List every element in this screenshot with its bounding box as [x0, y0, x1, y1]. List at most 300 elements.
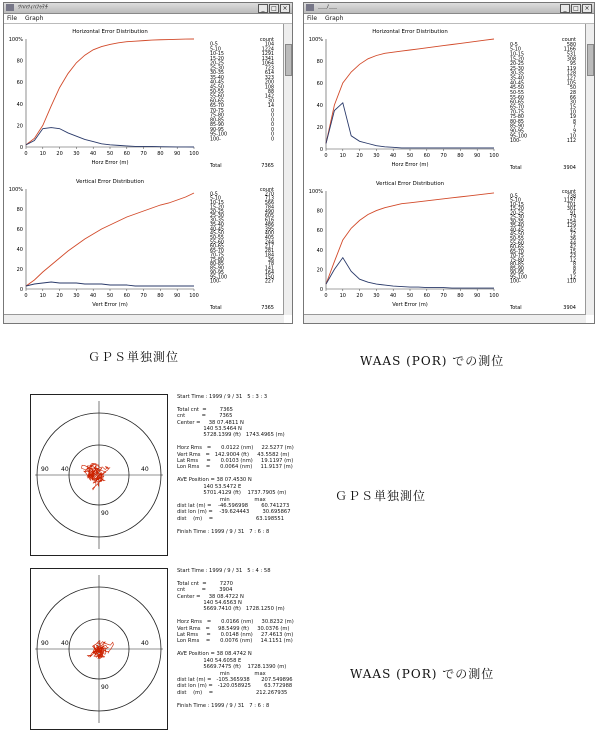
bin-count: 395: [264, 227, 274, 233]
x-tick-label: 80: [157, 293, 164, 299]
bin-label: 65-70: [210, 104, 224, 110]
bin-count: 738: [566, 194, 576, 200]
series-line-distribution: [326, 258, 494, 288]
range-ring-label: 90: [101, 684, 109, 691]
bin-count: 36: [267, 257, 274, 263]
y-tick-label: 100%: [8, 187, 23, 193]
y-tick-label: 20: [16, 123, 23, 130]
range-ring-label: 40: [61, 640, 69, 647]
bin-count: 91: [569, 211, 576, 217]
bin-count: 405: [264, 236, 274, 241]
bin-label: 20-25: [510, 62, 524, 68]
bin-label: 50-55: [510, 237, 524, 242]
bin-label: 70-75: [510, 110, 524, 116]
x-tick-label: 10: [39, 151, 46, 157]
bin-count: 88: [267, 90, 274, 95]
bin-count: 0: [270, 123, 274, 129]
y-tick-label: 40: [316, 247, 323, 254]
bin-label: 100-: [510, 279, 521, 285]
bin-count: 1166: [563, 47, 576, 53]
bin-count: 164: [264, 270, 274, 276]
menu-graph[interactable]: Graph: [324, 15, 344, 22]
bin-count: 110: [566, 279, 576, 285]
y-tick-label: 20: [316, 125, 323, 131]
y-tick-label: 40: [16, 247, 23, 253]
bin-label: 95-100: [210, 132, 227, 138]
bin-count: 200: [264, 80, 274, 86]
waas-menubar: [304, 14, 594, 24]
x-tick-label: 60: [423, 293, 430, 299]
x-axis-label: Vert Error (m): [392, 302, 428, 308]
bin-label: 55-60: [210, 94, 224, 100]
app-icon: [6, 4, 14, 11]
bin-count: 105: [566, 81, 576, 87]
bin-count: 1197: [563, 198, 576, 204]
maximize-icon[interactable]: □: [269, 4, 279, 13]
bin-label: 60-65: [210, 99, 224, 105]
y-tick-label: 0: [319, 287, 323, 293]
bin-label: 20-25: [210, 209, 224, 215]
bin-label: 65-70: [510, 249, 524, 255]
x-tick-label: 50: [406, 153, 414, 159]
gps-scatter-panel: [30, 394, 168, 556]
bin-count: 112: [566, 139, 576, 145]
app-icon: [306, 4, 314, 11]
maximize-icon[interactable]: □: [571, 4, 581, 13]
bin-label: 5-10: [210, 47, 221, 53]
position-track: [82, 463, 110, 489]
x-tick-label: 40: [90, 151, 97, 157]
bin-count: 142: [264, 94, 274, 100]
bin-count: 1224: [261, 47, 274, 53]
x-tick-label: 20: [356, 153, 363, 159]
total-value: 3904: [563, 165, 576, 171]
x-tick-label: 40: [390, 293, 397, 299]
gps-horizontal-error-chart: [4, 25, 286, 173]
bin-count: 15: [569, 249, 576, 255]
bin-label: 65-70: [210, 249, 224, 255]
x-tick-label: 10: [339, 293, 346, 299]
x-tick-label: 100: [489, 153, 499, 159]
bin-count: 128: [566, 71, 576, 77]
x-tick-label: 50: [406, 293, 414, 299]
bin-count: 784: [264, 205, 274, 211]
y-tick-label: 20: [16, 267, 23, 273]
x-tick-label: 90: [174, 293, 181, 299]
bin-label: 40-45: [510, 81, 524, 87]
bin-label: 45-50: [210, 231, 224, 237]
bin-count: 36: [569, 237, 576, 242]
bin-count: 12: [569, 258, 576, 264]
x-tick-label: 90: [474, 153, 481, 159]
y-tick-label: 0: [19, 145, 23, 151]
x-axis-label: Horz Error (m): [91, 160, 129, 166]
minimize-icon[interactable]: _: [560, 4, 570, 13]
bin-count: 119: [566, 66, 576, 72]
waas-position-plot: [31, 569, 167, 729]
bin-label: 35-40: [210, 75, 224, 81]
bin-count: 566: [264, 201, 274, 207]
x-tick-label: 60: [123, 151, 130, 157]
menu-file[interactable]: File: [7, 15, 18, 22]
vertical-scrollbar[interactable]: [585, 24, 594, 315]
bin-label: 50-55: [210, 236, 224, 241]
bin-count: 15: [569, 105, 576, 111]
x-tick-label: 20: [56, 151, 63, 157]
caption-gps-single-top: ＧＰＳ単独測位: [88, 350, 180, 364]
bin-label: 70-75: [210, 108, 224, 114]
y-tick-label: 80: [16, 207, 23, 213]
y-tick-label: 40: [16, 101, 23, 108]
bin-count: 0: [270, 108, 274, 114]
bin-count: 184: [264, 253, 274, 259]
bin-count: 0: [270, 127, 274, 133]
x-tick-label: 70: [140, 151, 147, 157]
x-axis-label: Vert Error (m): [92, 302, 128, 308]
bin-count: 580: [566, 42, 576, 48]
bin-label: 55-60: [210, 240, 224, 246]
bin-label: 5-10: [510, 198, 521, 204]
waas-scatter-panel: [30, 568, 168, 730]
x-tick-label: 0: [24, 293, 28, 299]
x-tick-label: 30: [373, 153, 380, 159]
range-ring-label: 90: [101, 510, 109, 517]
x-tick-label: 80: [457, 293, 464, 299]
bin-count: 66: [569, 95, 576, 101]
x-tick-label: 50: [106, 151, 114, 157]
series-line-cumulative: [326, 39, 494, 144]
x-tick-label: 20: [356, 293, 363, 299]
bin-count: 217: [264, 244, 274, 250]
bin-label: 75-80: [210, 257, 224, 263]
y-tick-label: 0: [19, 287, 23, 293]
menu-graph[interactable]: Graph: [24, 15, 44, 22]
vertical-scrollbar[interactable]: [283, 24, 292, 315]
horizontal-scrollbar[interactable]: [4, 314, 284, 323]
bin-count: 8: [572, 266, 576, 272]
bin-label: 75-80: [510, 115, 524, 121]
minimize-icon[interactable]: _: [258, 4, 268, 13]
count-header: count: [259, 187, 274, 193]
bin-label: 90-95: [210, 270, 224, 276]
bin-count: 42: [569, 245, 576, 251]
bin-count: 10: [569, 110, 576, 116]
waas-vertical-error-chart: [304, 177, 588, 315]
bin-label: 20-25: [510, 211, 524, 217]
bin-count: 486: [264, 222, 274, 228]
gps-position-plot: [31, 395, 167, 555]
bin-label: 80-85: [510, 119, 524, 125]
bin-label: 65-70: [510, 105, 524, 111]
bin-count: 129: [566, 224, 576, 230]
y-tick-label: 80: [316, 208, 323, 215]
bin-label: 55-60: [510, 241, 524, 247]
bin-label: 95-100: [510, 275, 527, 281]
y-tick-label: 40: [316, 103, 323, 109]
bin-label: 25-30: [510, 66, 524, 72]
x-axis-label: Horz Error (m): [391, 162, 429, 168]
bin-count: 154: [566, 219, 576, 225]
total-label: Total: [210, 305, 222, 311]
x-tick-label: 90: [174, 151, 181, 157]
bin-label: 85-90: [510, 124, 524, 130]
series-line-cumulative: [26, 193, 194, 286]
bin-label: 85-90: [210, 123, 224, 129]
chart-title: Vertical Error Distribution: [375, 181, 445, 187]
bin-label: 80-85: [210, 262, 224, 268]
bin-label: 75-80: [210, 113, 224, 119]
y-tick-label: 60: [16, 227, 23, 233]
bin-label: 90-95: [510, 129, 524, 135]
bin-label: 30-35: [210, 218, 224, 224]
caption-waas-bottom: WAAS (POR) での測位: [350, 667, 495, 681]
series-line-cumulative: [326, 193, 494, 284]
total-label: Total: [510, 305, 522, 311]
count-header: count: [561, 37, 576, 43]
x-tick-label: 10: [339, 153, 346, 159]
y-tick-label: 60: [316, 228, 323, 235]
x-tick-label: 90: [474, 293, 481, 299]
bin-count: 605: [264, 214, 274, 220]
x-tick-label: 50: [106, 293, 114, 299]
bin-count: 8: [572, 262, 576, 268]
count-header: count: [561, 189, 576, 195]
bin-label: 10-15: [210, 201, 224, 207]
bin-count: 308: [566, 57, 576, 63]
bin-label: 5-10: [210, 196, 221, 202]
bin-label: 80-85: [510, 262, 524, 268]
bin-label: 85-90: [210, 266, 224, 272]
bin-count: 1291: [261, 52, 274, 58]
bin-count: 244: [264, 240, 274, 246]
x-tick-label: 60: [423, 153, 430, 159]
x-tick-label: 100: [189, 151, 199, 157]
caption-waas-top: WAAS (POR) での測位: [360, 354, 505, 368]
bin-count: 281: [264, 249, 274, 255]
caption-gps-single-mid: ＧＰＳ単独測位: [335, 489, 427, 503]
bin-count: 6: [572, 271, 576, 277]
bin-label: 0-5: [510, 194, 518, 200]
scroll-thumb[interactable]: [587, 44, 594, 76]
range-ring-label: 40: [141, 640, 149, 647]
bin-count: 616: [264, 218, 274, 224]
x-tick-label: 0: [24, 151, 28, 157]
bin-label: 40-45: [210, 80, 224, 86]
bin-label: 45-50: [510, 86, 524, 92]
waas-window-title: ‥‥ﾉ‥‥: [318, 4, 338, 11]
waas-window-titlebar[interactable]: [304, 3, 594, 14]
gps-menubar: [4, 14, 292, 24]
gps-stats-text: Start Time : 1999 / 9 / 31 5 : 3 : 3 Total cnt = 7365 cnt = 7365 Center = 38 07.4811 N 140 53.5464 N 5728.1399 (ft) 1743.4965 (m) Horz Rms = 0.0122 (nm) 22.5277 (m) Vert Rms = 142.9004 (ft) 43.5582 (m) Lat Rms = 0.0103 (nm) 19.1197 (m) Lon Rms = 0.0064 (nm) 11.9137 (m) AVE Position = 38 07.4530 N 140 53.5472 E 5701.4129 (ft) 1737.7905 (m) min max dist lat (m) = -46.596998 60.741273 dist lon (m) = -39.624443 30.695867 dist (m) = 63.198551 Finish Time : 1999 / 9 / 31 7 : 6 : 8: [177, 394, 294, 535]
series-line-cumulative: [26, 39, 194, 145]
bin-count: 19: [569, 115, 576, 121]
bin-label: 25-30: [510, 215, 524, 221]
bin-count: 42: [569, 228, 576, 234]
bin-label: 90-95: [210, 127, 224, 133]
bin-label: 0-5: [510, 42, 518, 48]
bin-count: 270: [264, 192, 274, 198]
bin-label: 30-35: [210, 71, 224, 77]
x-tick-label: 80: [157, 151, 164, 157]
total-value: 7365: [261, 305, 274, 311]
bin-count: 12: [569, 275, 576, 281]
bin-label: 95-100: [510, 134, 527, 140]
bin-label: 25-30: [210, 214, 224, 220]
bin-label: 100-: [210, 137, 221, 143]
gps-window-titlebar[interactable]: [4, 3, 292, 14]
y-tick-label: 100%: [308, 189, 323, 195]
chart-title: Vertical Error Distribution: [75, 179, 145, 185]
bin-label: 15-20: [210, 56, 224, 62]
bin-label: 80-85: [210, 118, 224, 124]
bin-count: 23: [569, 254, 576, 260]
bin-label: 30-35: [510, 71, 524, 77]
bin-label: 20-25: [210, 61, 224, 67]
bin-label: 100-: [510, 139, 521, 145]
x-tick-label: 80: [457, 153, 464, 159]
bin-count: 127: [566, 76, 576, 82]
bin-count: 531: [566, 52, 576, 58]
x-tick-label: 70: [440, 153, 447, 159]
x-tick-label: 30: [73, 151, 80, 157]
bin-label: 45-50: [210, 85, 224, 91]
gps-window: [3, 2, 293, 324]
bin-count: 1064: [261, 61, 274, 67]
bin-count: 0: [270, 113, 274, 119]
range-ring-label: 40: [61, 466, 69, 473]
bin-count: 7: [572, 124, 576, 130]
waas-horizontal-error-chart: [304, 25, 588, 175]
scroll-thumb[interactable]: [285, 44, 292, 76]
y-tick-label: 80: [316, 59, 323, 65]
y-tick-label: 60: [316, 81, 323, 87]
y-tick-label: 80: [16, 58, 23, 65]
bin-count: 0: [270, 132, 274, 138]
bin-count: 8: [572, 119, 576, 125]
x-tick-label: 0: [324, 153, 328, 159]
close-icon[interactable]: ×: [582, 4, 592, 13]
series-line-distribution: [326, 103, 494, 148]
bin-count: 104: [264, 42, 274, 48]
bin-label: 40-45: [510, 228, 524, 234]
bin-count: 44: [569, 241, 576, 247]
bin-label: 0-5: [210, 192, 218, 198]
bin-label: 10-15: [510, 52, 524, 58]
bin-count: 141: [264, 266, 274, 272]
bin-label: 5-10: [510, 47, 521, 53]
bin-label: 60-65: [510, 245, 524, 251]
waas-window: [303, 2, 595, 324]
y-tick-label: 60: [16, 80, 23, 87]
bin-label: 75-80: [510, 258, 524, 264]
x-tick-label: 0: [324, 293, 328, 299]
menu-file[interactable]: File: [307, 15, 318, 22]
bin-count: 713: [264, 196, 274, 202]
bin-count: 108: [264, 85, 274, 91]
series-line-distribution: [26, 128, 194, 147]
bin-label: 40-45: [210, 227, 224, 233]
bin-count: 79: [569, 215, 576, 221]
bin-count: 78: [267, 262, 274, 268]
range-ring-label: 90: [41, 466, 49, 473]
bin-count: 0: [270, 118, 274, 124]
count-header: count: [259, 37, 274, 43]
bin-count: 150: [264, 275, 274, 281]
range-ring-label: 90: [41, 640, 49, 647]
bin-label: 95-100: [210, 275, 227, 281]
bin-label: 60-65: [510, 100, 524, 106]
bin-label: 55-60: [510, 95, 524, 101]
bin-count: 9: [572, 129, 576, 135]
bin-count: 72: [569, 232, 576, 238]
bin-count: 0: [270, 137, 274, 143]
bin-count: 14: [267, 104, 274, 110]
bin-label: 15-20: [210, 205, 224, 211]
chart-title: Horizontal Error Distribution: [372, 29, 448, 35]
bin-label: 45-50: [510, 232, 524, 238]
bin-count: 50: [569, 86, 576, 92]
bin-label: 10-15: [210, 52, 224, 58]
x-tick-label: 10: [39, 293, 46, 299]
total-value: 3904: [563, 305, 576, 311]
bin-label: 90-95: [510, 271, 524, 277]
gps-vertical-error-chart: [4, 175, 286, 315]
x-tick-label: 30: [73, 293, 80, 299]
bin-label: 35-40: [510, 224, 524, 230]
y-tick-label: 0: [319, 147, 323, 153]
bin-count: 10: [569, 134, 576, 140]
bin-count: 723: [264, 66, 274, 72]
bin-count: 490: [264, 209, 274, 215]
bin-count: 227: [264, 279, 274, 285]
x-tick-label: 40: [90, 293, 97, 299]
bin-count: 614: [264, 71, 274, 77]
bin-label: 85-90: [510, 266, 524, 272]
y-tick-label: 100%: [8, 37, 23, 43]
chart-title: Horizontal Error Distribution: [72, 29, 148, 35]
bin-label: 35-40: [210, 222, 224, 228]
bin-count: 95: [569, 62, 576, 68]
x-tick-label: 70: [440, 293, 447, 299]
bin-label: 10-15: [510, 202, 524, 208]
total-value: 7365: [261, 163, 274, 169]
waas-stats-text: Start Time : 1999 / 9 / 31 5 : 4 : 58 Total cnt = 7270 cnt = 3904 Center = 38 08.4722 N 140 54.6563 N 5669.7410 (ft) 1728.1250 (m) Horz Rms = 0.0166 (nm) 30.8232 (m) Vert Rms = 98.5499 (ft) 30.0376 (m) Lat Rms = 0.0148 (nm) 27.4613 (m) Lon Rms = 0.0076 (nm) 14.1151 (m) AVE Position = 38 08.4742 N 140 54.6058 E 5669.7475 (ft) 1728.1390 (m) min max dist lat (m) = -105.365938 207.549896 dist lon (m) = -120.058925 63.772988 dist (m) = 212.267935 Finish Time : 1999 / 9 / 31 7 : 6 : 8: [177, 568, 294, 709]
series-line-distribution: [26, 282, 194, 286]
bin-count: 323: [264, 75, 274, 81]
bin-label: 70-75: [510, 254, 524, 260]
bin-label: 15-20: [510, 57, 524, 63]
x-tick-label: 30: [373, 293, 380, 299]
total-label: Total: [210, 163, 222, 169]
close-icon[interactable]: ×: [280, 4, 290, 13]
total-label: Total: [510, 165, 522, 171]
x-tick-label: 40: [390, 153, 397, 159]
x-tick-label: 20: [56, 293, 63, 299]
bin-count: 30: [569, 100, 576, 106]
y-tick-label: 100%: [308, 37, 323, 43]
bin-label: 0-5: [210, 42, 218, 48]
bin-label: 100-: [210, 279, 221, 285]
gps-window-title: ﾂﾊﾊﾂｨﾊﾌｩﾃﾁ: [18, 4, 49, 11]
position-track: [88, 641, 114, 659]
bin-label: 30-35: [510, 219, 524, 225]
bin-count: 1341: [261, 56, 274, 62]
bin-label: 50-55: [510, 91, 524, 96]
horizontal-scrollbar[interactable]: [304, 314, 586, 323]
bin-count: 301: [566, 207, 576, 213]
bin-label: 35-40: [510, 76, 524, 82]
x-tick-label: 100: [189, 293, 199, 299]
